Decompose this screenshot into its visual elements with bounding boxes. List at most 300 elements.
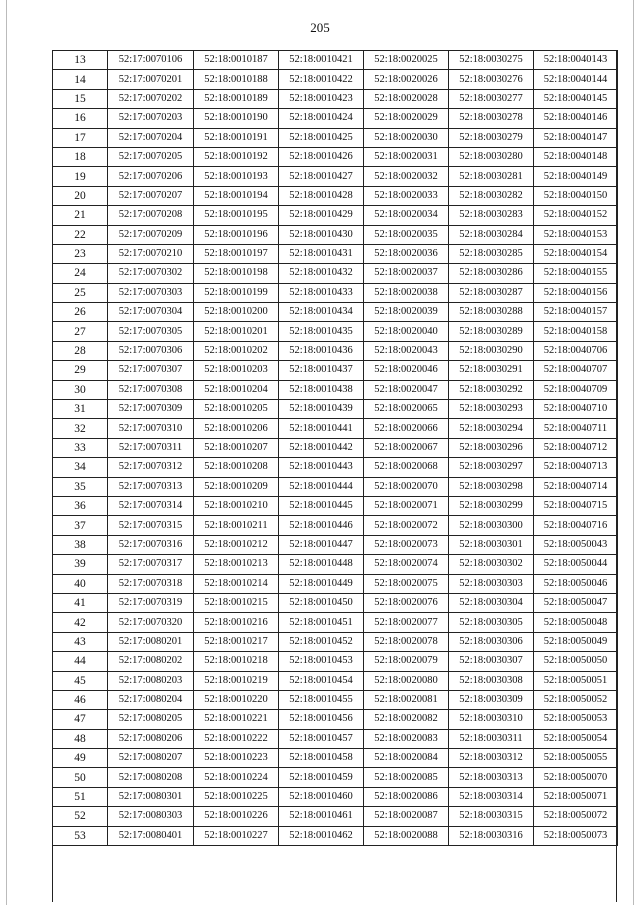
- table-row: [53, 89, 618, 108]
- row-number-cell: 29: [53, 361, 108, 380]
- row-number-cell: 36: [53, 496, 108, 515]
- page-edge-left: [6, 0, 7, 905]
- table-row: [53, 225, 618, 244]
- row-number-cell: 15: [53, 89, 108, 108]
- cadastral-number-cell: 52:17:0070310: [108, 419, 194, 438]
- cadastral-number-cell: 52:18:0010215: [194, 593, 279, 612]
- cadastral-number-cell: 52:18:0010201: [194, 322, 279, 341]
- cadastral-number-cell: 52:18:0020072: [364, 516, 449, 535]
- cadastral-number-cell: 52:18:0050054: [534, 729, 618, 748]
- cadastral-number-cell: 52:18:0020068: [364, 458, 449, 477]
- cadastral-number-cell: 52:17:0070206: [108, 167, 194, 186]
- row-number-cell: 17: [53, 128, 108, 147]
- cadastral-number-cell: 52:18:0040153: [534, 225, 618, 244]
- table-row: [53, 419, 618, 438]
- cadastral-number-cell: 52:18:0020067: [364, 438, 449, 457]
- table-row: [53, 380, 618, 399]
- cadastral-number-cell: 52:18:0010460: [279, 787, 364, 806]
- cadastral-number-cell: 52:18:0040144: [534, 70, 618, 89]
- cadastral-number-cell: 52:18:0010222: [194, 729, 279, 748]
- row-number-cell: 33: [53, 438, 108, 457]
- table-row: [53, 710, 618, 729]
- cadastral-number-cell: 52:18:0030282: [449, 186, 534, 205]
- cadastral-number-cell: 52:18:0040146: [534, 109, 618, 128]
- table-row: [53, 652, 618, 671]
- cadastral-number-cell: 52:18:0010212: [194, 535, 279, 554]
- cadastral-number-cell: 52:17:0070315: [108, 516, 194, 535]
- cadastral-number-cell: 52:18:0010425: [279, 128, 364, 147]
- cadastral-number-cell: 52:18:0030304: [449, 593, 534, 612]
- cadastral-number-cell: 52:18:0010431: [279, 244, 364, 263]
- cadastral-number-cell: 52:17:0070210: [108, 244, 194, 263]
- cadastral-number-cell: 52:18:0030300: [449, 516, 534, 535]
- table-row: [53, 787, 618, 806]
- cadastral-number-cell: 52:18:0020071: [364, 496, 449, 515]
- cadastral-number-cell: 52:18:0030291: [449, 361, 534, 380]
- cadastral-number-cell: 52:18:0010424: [279, 109, 364, 128]
- cadastral-number-cell: 52:18:0010462: [279, 826, 364, 845]
- cadastral-number-cell: 52:18:0010456: [279, 710, 364, 729]
- cadastral-number-cell: 52:17:0070203: [108, 109, 194, 128]
- table-row: [53, 807, 618, 826]
- cadastral-number-cell: 52:18:0010187: [194, 51, 279, 70]
- row-number-cell: 14: [53, 70, 108, 89]
- cadastral-number-cell: 52:17:0070202: [108, 89, 194, 108]
- cadastral-number-cell: 52:18:0010207: [194, 438, 279, 457]
- cadastral-number-cell: 52:18:0040143: [534, 51, 618, 70]
- row-number-cell: 40: [53, 574, 108, 593]
- cadastral-table-frame: [52, 50, 617, 902]
- cadastral-number-cell: 52:18:0010196: [194, 225, 279, 244]
- cadastral-number-cell: 52:18:0050055: [534, 749, 618, 768]
- cadastral-number-cell: 52:17:0080207: [108, 749, 194, 768]
- cadastral-number-cell: 52:17:0080201: [108, 632, 194, 651]
- cadastral-number-cell: 52:18:0010426: [279, 147, 364, 166]
- cadastral-number-cell: 52:17:0080303: [108, 807, 194, 826]
- cadastral-number-cell: 52:17:0070313: [108, 477, 194, 496]
- row-number-cell: 20: [53, 186, 108, 205]
- cadastral-number-cell: 52:18:0010188: [194, 70, 279, 89]
- table-row: [53, 322, 618, 341]
- row-number-cell: 16: [53, 109, 108, 128]
- cadastral-number-cell: 52:18:0010434: [279, 303, 364, 322]
- cadastral-number-cell: 52:18:0020082: [364, 710, 449, 729]
- cadastral-number-cell: 52:18:0010211: [194, 516, 279, 535]
- page-edge-right: [633, 0, 634, 905]
- row-number-cell: 49: [53, 749, 108, 768]
- cadastral-number-cell: 52:18:0030275: [449, 51, 534, 70]
- table-row: [53, 477, 618, 496]
- table-row: [53, 613, 618, 632]
- table-row: [53, 51, 618, 70]
- cadastral-number-cell: 52:18:0010427: [279, 167, 364, 186]
- cadastral-number-cell: 52:18:0030290: [449, 341, 534, 360]
- cadastral-number-cell: 52:18:0010438: [279, 380, 364, 399]
- cadastral-number-cell: 52:18:0020088: [364, 826, 449, 845]
- cadastral-number-cell: 52:18:0020066: [364, 419, 449, 438]
- table-row: [53, 109, 618, 128]
- row-number-cell: 21: [53, 206, 108, 225]
- cadastral-number-cell: 52:17:0070306: [108, 341, 194, 360]
- cadastral-number-cell: 52:18:0020076: [364, 593, 449, 612]
- cadastral-number-cell: 52:18:0040152: [534, 206, 618, 225]
- cadastral-number-cell: 52:18:0040145: [534, 89, 618, 108]
- cadastral-number-cell: 52:18:0010202: [194, 341, 279, 360]
- cadastral-number-cell: 52:17:0070209: [108, 225, 194, 244]
- cadastral-number-cell: 52:18:0010455: [279, 690, 364, 709]
- cadastral-number-cell: 52:18:0010433: [279, 283, 364, 302]
- row-number-cell: 27: [53, 322, 108, 341]
- row-number-cell: 52: [53, 807, 108, 826]
- cadastral-number-cell: 52:18:0010461: [279, 807, 364, 826]
- cadastral-number-cell: 52:17:0070302: [108, 264, 194, 283]
- table-row: [53, 496, 618, 515]
- row-number-cell: 47: [53, 710, 108, 729]
- cadastral-number-cell: 52:17:0070204: [108, 128, 194, 147]
- cadastral-number-cell: 52:18:0010194: [194, 186, 279, 205]
- cadastral-number-cell: 52:18:0040149: [534, 167, 618, 186]
- table-row: [53, 244, 618, 263]
- cadastral-number-cell: 52:18:0030293: [449, 400, 534, 419]
- table-row: [53, 264, 618, 283]
- cadastral-number-cell: 52:18:0020025: [364, 51, 449, 70]
- cadastral-number-cell: 52:18:0030316: [449, 826, 534, 845]
- cadastral-number-cell: 52:18:0010224: [194, 768, 279, 787]
- table-row: [53, 70, 618, 89]
- cadastral-number-cell: 52:18:0030302: [449, 555, 534, 574]
- cadastral-number-cell: 52:18:0030297: [449, 458, 534, 477]
- cadastral-number-cell: 52:18:0010445: [279, 496, 364, 515]
- table-row: [53, 574, 618, 593]
- cadastral-number-cell: 52:17:0070308: [108, 380, 194, 399]
- cadastral-number-cell: 52:17:0070307: [108, 361, 194, 380]
- cadastral-number-cell: 52:18:0040713: [534, 458, 618, 477]
- cadastral-number-cell: 52:18:0020039: [364, 303, 449, 322]
- cadastral-number-cell: 52:18:0010451: [279, 613, 364, 632]
- cadastral-number-cell: 52:18:0040150: [534, 186, 618, 205]
- row-number-cell: 26: [53, 303, 108, 322]
- row-number-cell: 13: [53, 51, 108, 70]
- cadastral-number-cell: 52:18:0010219: [194, 671, 279, 690]
- cadastral-number-cell: 52:18:0020035: [364, 225, 449, 244]
- cadastral-number-cell: 52:17:0070201: [108, 70, 194, 89]
- cadastral-number-cell: 52:17:0080206: [108, 729, 194, 748]
- cadastral-number-cell: 52:18:0030299: [449, 496, 534, 515]
- cadastral-number-cell: 52:18:0010223: [194, 749, 279, 768]
- cadastral-number-cell: 52:18:0010452: [279, 632, 364, 651]
- cadastral-number-cell: 52:18:0010432: [279, 264, 364, 283]
- cadastral-number-cell: 52:18:0030313: [449, 768, 534, 787]
- cadastral-number-cell: 52:18:0020070: [364, 477, 449, 496]
- cadastral-number-cell: 52:18:0010210: [194, 496, 279, 515]
- table-row: [53, 400, 618, 419]
- row-number-cell: 38: [53, 535, 108, 554]
- cadastral-number-cell: 52:18:0020032: [364, 167, 449, 186]
- cadastral-number-cell: 52:18:0010447: [279, 535, 364, 554]
- cadastral-number-cell: 52:18:0010189: [194, 89, 279, 108]
- cadastral-number-cell: 52:18:0010213: [194, 555, 279, 574]
- cadastral-number-cell: 52:18:0040156: [534, 283, 618, 302]
- cadastral-number-cell: 52:17:0070303: [108, 283, 194, 302]
- cadastral-number-cell: 52:18:0030288: [449, 303, 534, 322]
- cadastral-number-cell: 52:18:0030312: [449, 749, 534, 768]
- cadastral-number-cell: 52:18:0050073: [534, 826, 618, 845]
- cadastral-number-cell: 52:18:0030283: [449, 206, 534, 225]
- row-number-cell: 50: [53, 768, 108, 787]
- table-row: [53, 303, 618, 322]
- cadastral-number-cell: 52:18:0010428: [279, 186, 364, 205]
- cadastral-number-cell: 52:18:0040706: [534, 341, 618, 360]
- cadastral-number-cell: 52:18:0050071: [534, 787, 618, 806]
- row-number-cell: 34: [53, 458, 108, 477]
- cadastral-number-cell: 52:18:0030315: [449, 807, 534, 826]
- cadastral-number-cell: 52:17:0070318: [108, 574, 194, 593]
- cadastral-number-cell: 52:18:0030281: [449, 167, 534, 186]
- cadastral-number-cell: 52:18:0030294: [449, 419, 534, 438]
- cadastral-number-cell: 52:18:0010459: [279, 768, 364, 787]
- row-number-cell: 46: [53, 690, 108, 709]
- cadastral-number-cell: 52:17:0070106: [108, 51, 194, 70]
- cadastral-number-cell: 52:18:0010457: [279, 729, 364, 748]
- cadastral-number-cell: 52:17:0080205: [108, 710, 194, 729]
- cadastral-number-cell: 52:18:0010453: [279, 652, 364, 671]
- cadastral-number-cell: 52:18:0010442: [279, 438, 364, 457]
- cadastral-number-cell: 52:17:0080401: [108, 826, 194, 845]
- cadastral-number-cell: 52:17:0070311: [108, 438, 194, 457]
- table-row: [53, 729, 618, 748]
- table-row: [53, 206, 618, 225]
- cadastral-number-cell: 52:18:0010421: [279, 51, 364, 70]
- cadastral-number-cell: 52:18:0010221: [194, 710, 279, 729]
- cadastral-number-cell: 52:18:0030280: [449, 147, 534, 166]
- table-row: [53, 826, 618, 845]
- cadastral-number-cell: 52:18:0020075: [364, 574, 449, 593]
- cadastral-number-cell: 52:18:0010190: [194, 109, 279, 128]
- cadastral-number-cell: 52:18:0040711: [534, 419, 618, 438]
- cadastral-number-cell: 52:18:0050044: [534, 555, 618, 574]
- table-body: [53, 51, 618, 846]
- row-number-cell: 53: [53, 826, 108, 845]
- cadastral-number-cell: 52:18:0020033: [364, 186, 449, 205]
- cadastral-number-cell: 52:18:0010209: [194, 477, 279, 496]
- cadastral-number-cell: 52:18:0030310: [449, 710, 534, 729]
- cadastral-number-cell: 52:18:0030309: [449, 690, 534, 709]
- row-number-cell: 44: [53, 652, 108, 671]
- cadastral-number-cell: 52:18:0010225: [194, 787, 279, 806]
- row-number-cell: 18: [53, 147, 108, 166]
- cadastral-number-cell: 52:18:0010422: [279, 70, 364, 89]
- cadastral-number-cell: 52:17:0080202: [108, 652, 194, 671]
- row-number-cell: 19: [53, 167, 108, 186]
- cadastral-number-cell: 52:18:0020073: [364, 535, 449, 554]
- cadastral-number-cell: 52:18:0040707: [534, 361, 618, 380]
- cadastral-number-cell: 52:18:0010205: [194, 400, 279, 419]
- cadastral-number-cell: 52:17:0070305: [108, 322, 194, 341]
- cadastral-number-cell: 52:18:0050049: [534, 632, 618, 651]
- cadastral-number-cell: 52:18:0010204: [194, 380, 279, 399]
- row-number-cell: 30: [53, 380, 108, 399]
- cadastral-number-cell: 52:18:0020047: [364, 380, 449, 399]
- cadastral-number-cell: 52:17:0080301: [108, 787, 194, 806]
- cadastral-number-cell: 52:18:0010217: [194, 632, 279, 651]
- cadastral-number-cell: 52:18:0030305: [449, 613, 534, 632]
- cadastral-number-cell: 52:18:0030289: [449, 322, 534, 341]
- row-number-cell: 43: [53, 632, 108, 651]
- row-number-cell: 35: [53, 477, 108, 496]
- cadastral-number-cell: 52:18:0020077: [364, 613, 449, 632]
- row-number-cell: 24: [53, 264, 108, 283]
- cadastral-number-cell: 52:18:0020083: [364, 729, 449, 748]
- cadastral-number-cell: 52:18:0050047: [534, 593, 618, 612]
- cadastral-number-cell: 52:18:0010216: [194, 613, 279, 632]
- table-row: [53, 768, 618, 787]
- cadastral-number-cell: 52:18:0030314: [449, 787, 534, 806]
- cadastral-number-cell: 52:18:0030307: [449, 652, 534, 671]
- cadastral-number-cell: 52:18:0010449: [279, 574, 364, 593]
- table-row: [53, 555, 618, 574]
- cadastral-number-cell: 52:18:0020087: [364, 807, 449, 826]
- cadastral-number-cell: 52:18:0050070: [534, 768, 618, 787]
- cadastral-number-cell: 52:18:0030287: [449, 283, 534, 302]
- cadastral-number-cell: 52:18:0010197: [194, 244, 279, 263]
- table-row: [53, 690, 618, 709]
- cadastral-number-cell: 52:18:0010206: [194, 419, 279, 438]
- cadastral-number-cell: 52:18:0010220: [194, 690, 279, 709]
- row-number-cell: 22: [53, 225, 108, 244]
- cadastral-number-cell: 52:17:0080203: [108, 671, 194, 690]
- cadastral-number-cell: 52:18:0050050: [534, 652, 618, 671]
- cadastral-number-cell: 52:17:0070317: [108, 555, 194, 574]
- cadastral-number-cell: 52:18:0010436: [279, 341, 364, 360]
- cadastral-number-cell: 52:18:0030278: [449, 109, 534, 128]
- cadastral-number-cell: 52:18:0050053: [534, 710, 618, 729]
- table-row: [53, 593, 618, 612]
- table-row: [53, 632, 618, 651]
- cadastral-number-cell: 52:18:0010450: [279, 593, 364, 612]
- cadastral-number-cell: 52:18:0010437: [279, 361, 364, 380]
- row-number-cell: 31: [53, 400, 108, 419]
- cadastral-number-cell: 52:18:0010200: [194, 303, 279, 322]
- cadastral-number-cell: 52:18:0020084: [364, 749, 449, 768]
- cadastral-number-cell: 52:18:0020038: [364, 283, 449, 302]
- cadastral-number-cell: 52:17:0080204: [108, 690, 194, 709]
- table-row: [53, 749, 618, 768]
- cadastral-number-cell: 52:18:0010226: [194, 807, 279, 826]
- row-number-cell: 39: [53, 555, 108, 574]
- cadastral-number-cell: 52:18:0050072: [534, 807, 618, 826]
- cadastral-number-cell: 52:18:0040716: [534, 516, 618, 535]
- cadastral-number-cell: 52:18:0030303: [449, 574, 534, 593]
- cadastral-number-cell: 52:18:0030286: [449, 264, 534, 283]
- cadastral-number-cell: 52:18:0040709: [534, 380, 618, 399]
- table-row: [53, 283, 618, 302]
- cadastral-number-cell: 52:18:0020031: [364, 147, 449, 166]
- cadastral-number-cell: 52:18:0030284: [449, 225, 534, 244]
- cadastral-number-cell: 52:17:0070309: [108, 400, 194, 419]
- cadastral-number-cell: 52:18:0010208: [194, 458, 279, 477]
- cadastral-number-cell: 52:17:0070208: [108, 206, 194, 225]
- cadastral-number-cell: 52:18:0040158: [534, 322, 618, 341]
- row-number-cell: 45: [53, 671, 108, 690]
- cadastral-number-cell: 52:18:0010446: [279, 516, 364, 535]
- cadastral-number-cell: 52:18:0030308: [449, 671, 534, 690]
- table-row: [53, 516, 618, 535]
- row-number-cell: 23: [53, 244, 108, 263]
- cadastral-number-cell: 52:18:0020034: [364, 206, 449, 225]
- cadastral-number-cell: 52:18:0010443: [279, 458, 364, 477]
- cadastral-number-cell: 52:18:0030298: [449, 477, 534, 496]
- cadastral-number-cell: 52:18:0020085: [364, 768, 449, 787]
- cadastral-number-cell: 52:18:0010429: [279, 206, 364, 225]
- row-number-cell: 28: [53, 341, 108, 360]
- cadastral-number-cell: 52:18:0010430: [279, 225, 364, 244]
- cadastral-number-cell: 52:18:0030311: [449, 729, 534, 748]
- cadastral-number-cell: 52:17:0070205: [108, 147, 194, 166]
- cadastral-number-cell: 52:18:0020086: [364, 787, 449, 806]
- cadastral-number-cell: 52:17:0070319: [108, 593, 194, 612]
- table-row: [53, 128, 618, 147]
- table-row: [53, 167, 618, 186]
- cadastral-number-cell: 52:18:0020081: [364, 690, 449, 709]
- table-row: [53, 147, 618, 166]
- cadastral-number-cell: 52:18:0010441: [279, 419, 364, 438]
- table-row: [53, 438, 618, 457]
- cadastral-number-cell: 52:18:0040157: [534, 303, 618, 322]
- row-number-cell: 37: [53, 516, 108, 535]
- cadastral-number-cell: 52:18:0010191: [194, 128, 279, 147]
- cadastral-number-cell: 52:18:0050046: [534, 574, 618, 593]
- cadastral-number-cell: 52:18:0010435: [279, 322, 364, 341]
- table-row: [53, 341, 618, 360]
- cadastral-number-cell: 52:18:0040710: [534, 400, 618, 419]
- table-row: [53, 361, 618, 380]
- cadastral-number-cell: 52:18:0010218: [194, 652, 279, 671]
- cadastral-number-cell: 52:18:0040714: [534, 477, 618, 496]
- cadastral-number-cell: 52:18:0030296: [449, 438, 534, 457]
- cadastral-number-cell: 52:18:0020029: [364, 109, 449, 128]
- cadastral-number-cell: 52:18:0050051: [534, 671, 618, 690]
- row-number-cell: 51: [53, 787, 108, 806]
- cadastral-number-cell: 52:18:0040147: [534, 128, 618, 147]
- cadastral-number-cell: 52:18:0020037: [364, 264, 449, 283]
- cadastral-number-cell: 52:17:0070316: [108, 535, 194, 554]
- cadastral-number-cell: 52:18:0010195: [194, 206, 279, 225]
- cadastral-number-cell: 52:18:0010423: [279, 89, 364, 108]
- cadastral-number-cell: 52:18:0010192: [194, 147, 279, 166]
- cadastral-number-cell: 52:18:0040155: [534, 264, 618, 283]
- cadastral-number-cell: 52:18:0010444: [279, 477, 364, 496]
- cadastral-number-cell: 52:18:0020074: [364, 555, 449, 574]
- cadastral-number-cell: 52:18:0030276: [449, 70, 534, 89]
- cadastral-number-cell: 52:18:0010448: [279, 555, 364, 574]
- cadastral-number-cell: 52:18:0020026: [364, 70, 449, 89]
- cadastral-table: [52, 50, 618, 846]
- cadastral-number-cell: 52:18:0050048: [534, 613, 618, 632]
- cadastral-number-cell: 52:18:0010214: [194, 574, 279, 593]
- cadastral-number-cell: 52:18:0020028: [364, 89, 449, 108]
- cadastral-number-cell: 52:18:0050043: [534, 535, 618, 554]
- cadastral-number-cell: 52:18:0010203: [194, 361, 279, 380]
- cadastral-number-cell: 52:18:0010198: [194, 264, 279, 283]
- cadastral-number-cell: 52:18:0010193: [194, 167, 279, 186]
- table-row: [53, 458, 618, 477]
- cadastral-number-cell: 52:18:0020043: [364, 341, 449, 360]
- cadastral-number-cell: 52:18:0010458: [279, 749, 364, 768]
- cadastral-number-cell: 52:17:0070314: [108, 496, 194, 515]
- cadastral-number-cell: 52:17:0070312: [108, 458, 194, 477]
- row-number-cell: 48: [53, 729, 108, 748]
- cadastral-number-cell: 52:18:0010227: [194, 826, 279, 845]
